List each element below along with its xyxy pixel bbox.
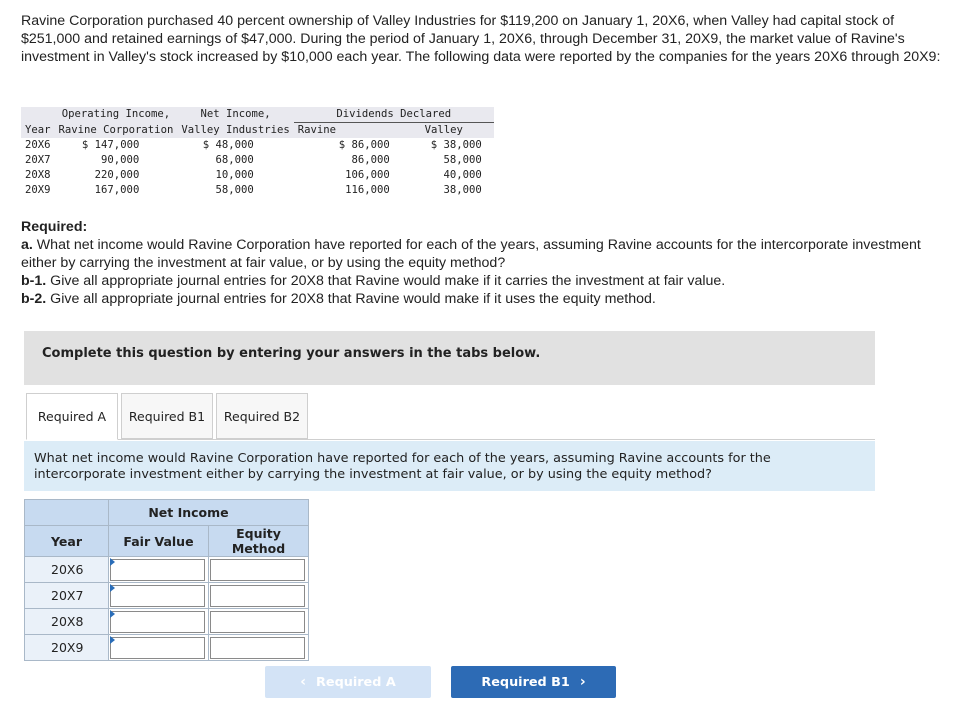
data-cell: 116,000 [345,184,390,196]
fair-value-input-20x7[interactable] [110,585,205,607]
answer-equity-method-header: Equity Method [209,526,309,557]
tab-required-b2[interactable]: Required B2 [216,393,308,439]
required-b1-label: b-1. [21,273,47,289]
equity-method-cell [209,635,309,661]
answer-row [25,583,309,609]
data-row [21,153,494,168]
prev-button[interactable] [265,666,431,698]
equity-method-cell [209,557,309,583]
answer-group-header: Net Income [109,500,309,526]
equity-method-input-20x6[interactable] [210,559,305,581]
required-b2-label: b-2. [21,291,47,307]
data-row [21,138,494,153]
instruction-banner [24,331,875,385]
data-cell: $ 147,000 [81,139,140,151]
data-cell: $ 86,000 [338,139,390,151]
equity-method-cell [209,609,309,635]
data-header-1-net: Net Income, [177,107,293,123]
answer-header-blank [25,500,109,526]
equity-method-cell [209,583,309,609]
fair-value-cell [109,635,209,661]
data-header-2-valley: Valley [394,123,494,139]
data-cell: $ 48,000 [202,139,254,151]
data-cell-year: 20X9 [25,184,51,196]
input-marker-icon [110,636,115,644]
answer-row [25,609,309,635]
fair-value-input-20x8[interactable] [110,611,205,633]
data-cell: 86,000 [351,154,390,166]
input-marker-icon [110,558,115,566]
input-marker-icon [110,584,115,592]
data-cell: 220,000 [94,169,140,181]
data-header-1-year [21,107,55,123]
data-cell: 38,000 [443,184,482,196]
data-cell: 90,000 [101,154,140,166]
data-cell-year: 20X7 [25,154,51,166]
data-header-1-operating: Operating Income, [55,107,178,123]
data-cell: 106,000 [345,169,390,181]
required-section [21,218,946,308]
answer-year: 20X7 [25,583,109,609]
answer-row [25,557,309,583]
data-cell: $ 38,000 [430,139,482,151]
answer-year-header: Year [25,526,109,557]
required-heading: Required: [21,219,88,235]
data-header-2-ravine: Ravine [294,123,394,139]
data-cell-year: 20X6 [25,139,51,151]
answer-table [24,499,309,661]
required-b2-text: Give all appropriate journal entries for 20X8 that Ravine would make if it uses the equity method. [46,291,656,307]
instruction-text: Complete this question by entering your answers in the tabs below. [42,346,541,361]
next-button[interactable] [451,666,616,698]
required-b1-text: Give all appropriate journal entries for 20X8 that Ravine would make if it carries the investment at fair value. [46,273,726,289]
data-table [21,107,494,198]
data-cell: 10,000 [215,169,254,181]
chevron-right-icon: › [579,674,586,690]
answer-year: 20X6 [25,557,109,583]
input-marker-icon [110,610,115,618]
equity-method-input-20x9[interactable] [210,637,305,659]
equity-method-input-20x7[interactable] [210,585,305,607]
data-cell: 167,000 [94,184,140,196]
required-a-text: What net income would Ravine Corporation have reported for each of the years, assuming Ravine accounts for the intercorporate investment either by carrying the investment at fair value, or by using the equity method? [21,237,921,271]
fair-value-cell [109,557,209,583]
problem-intro: Ravine Corporation purchased 40 percent ownership of Valley Industries for $119,200 on January 1, 20X6, when Valley had capital stock of $251,000 and retained earnings of $47,000. During the period of January 1, 20X6, through December 31, 20X9, the market value of Ravine's investment in Valley's stock increased by $10,000 each year. The following data were reported by the companies for the years 20X6 through 20X9: [21,13,941,65]
prev-button-label: Required A [316,674,396,690]
fair-value-cell [109,609,209,635]
answer-year: 20X8 [25,609,109,635]
data-cell: 58,000 [215,184,254,196]
tab-required-a[interactable]: Required A [26,393,118,440]
data-row [21,168,494,183]
tab-required-b1[interactable]: Required B1 [121,393,213,439]
fair-value-cell [109,583,209,609]
chevron-left-icon: ‹ [300,674,307,690]
data-header-1-dividends: Dividends Declared [294,107,494,123]
data-cell: 40,000 [443,169,482,181]
tab-divider [26,439,875,440]
data-cell-year: 20X8 [25,169,51,181]
required-a [21,236,946,272]
answer-fair-value-header: Fair Value [109,526,209,557]
question-panel [24,441,875,491]
data-cell: 68,000 [215,154,254,166]
data-header-2-year: Year [21,123,55,139]
next-button-label: Required B1 [481,674,570,690]
required-a-label: a. [21,237,33,253]
equity-method-input-20x8[interactable] [210,611,305,633]
required-b1 [21,272,946,290]
answer-row [25,635,309,661]
answer-year: 20X9 [25,635,109,661]
required-b2 [21,290,946,308]
data-header-2-valley-industries: Valley Industries [177,123,293,139]
data-header-2-ravine-corp: Ravine Corporation [55,123,178,139]
question-text: What net income would Ravine Corporation have reported for each of the years, assuming Ravine accounts for the intercorporate investment either by carrying the investment at fair value, or by using the equity method? [34,451,771,482]
data-cell: 58,000 [443,154,482,166]
fair-value-input-20x9[interactable] [110,637,205,659]
fair-value-input-20x6[interactable] [110,559,205,581]
data-row [21,183,494,198]
